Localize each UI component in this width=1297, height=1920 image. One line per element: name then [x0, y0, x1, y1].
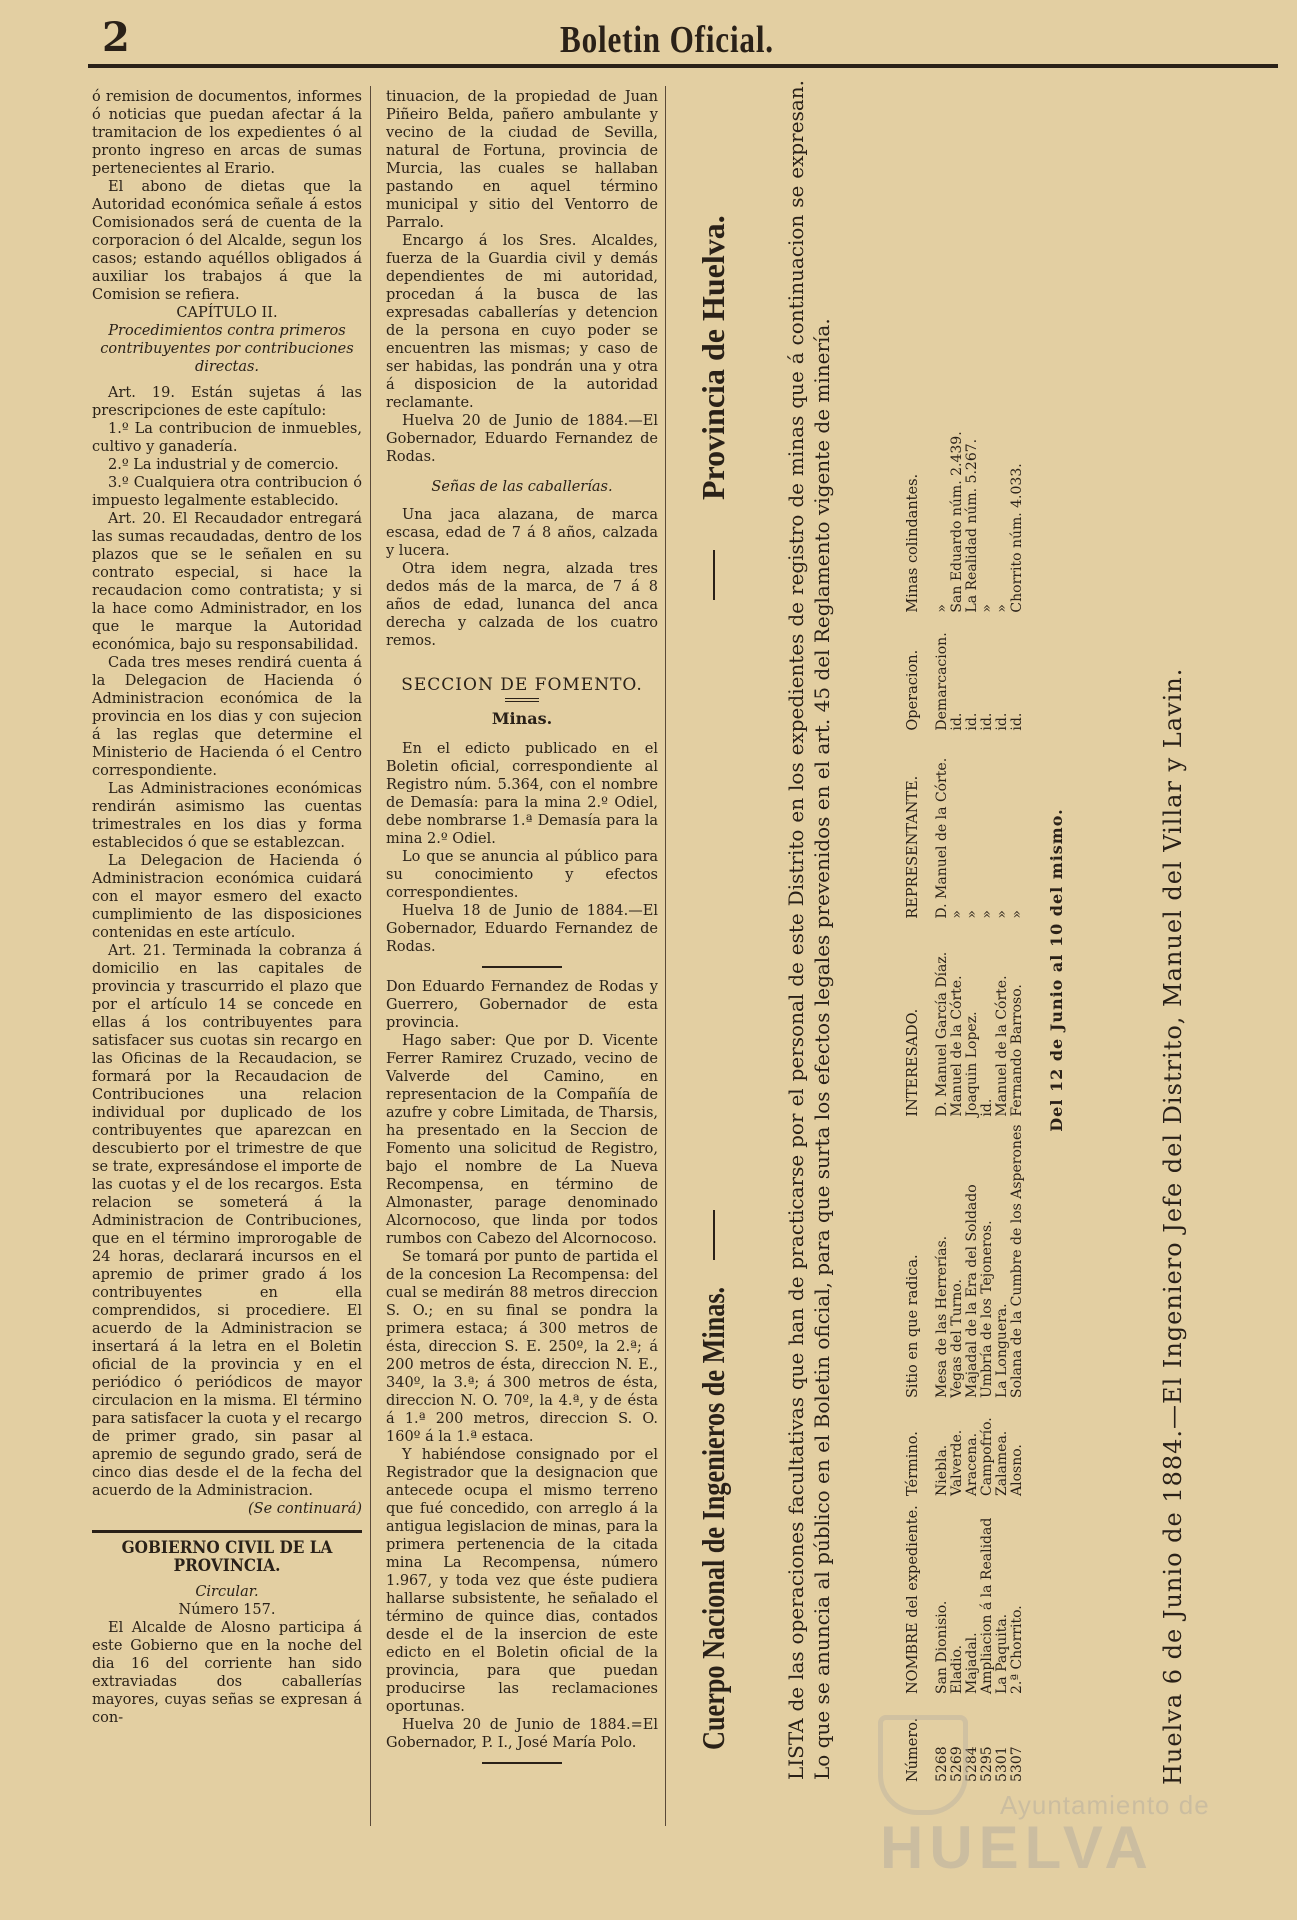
- signature: Huelva 20 de Junio de 1884.—El Gobernador, Eduardo Fernandez de Rodas.: [386, 413, 658, 465]
- col-header: Operacion.: [905, 649, 921, 731]
- table-cell: Solana de la Cumbre de los Asperones: [1009, 1124, 1025, 1398]
- table-cell: Manuel de la Córte.: [949, 975, 965, 1117]
- column-divider: [370, 86, 371, 1826]
- chapter-subtitle: Procedimientos contra primeros contribuyentes por contribuciones directas.: [100, 323, 354, 375]
- table-cell: »: [979, 910, 995, 919]
- table-cell: Alosno.: [1009, 1444, 1025, 1496]
- paragraph: Y habiéndose consignado por el Registrador que la designacion que antecede ocupa el mismo terreno que fué concedido, con arreglo á la antigua legislacion de minas, para la primera pertenencia de la citada mina La Recompensa, número 1.967, y toda vez que éste pudiera hallarse subsistente, he señalado el término de quince dias, contados desde el de la insercion de este edicto en el Boletin oficial de la provincia, para que puedan producirse las reclamaciones oportunas.: [386, 1447, 658, 1715]
- rule: [482, 1762, 562, 1764]
- col-header: INTERESADO.: [905, 1008, 921, 1117]
- signature: Huelva 18 de Junio de 1884.—El Gobernador, Eduardo Fernandez de Rodas.: [386, 903, 658, 955]
- table-cell: Niebla.: [934, 1444, 950, 1496]
- watermark-bottom: HUELVA: [880, 1814, 1154, 1881]
- table-cell: »: [1009, 910, 1025, 919]
- table-cell: 5269: [949, 1746, 965, 1782]
- list-intro: LISTA de las operaciones facultativas que han de practicarse por el personal de este Distrito en los expedientes de registro de minas que á continuacion se expresan. Lo que se anuncia al público en el Boletin oficial, para que surta los efectos legales prevenidos en el art. 45 del Reglamento vigente de minería.: [784, 80, 834, 1780]
- page-number: 2: [102, 14, 130, 61]
- table-cell: Ampliacion á la Realidad: [979, 1517, 995, 1694]
- mining-table: [905, 409, 1025, 1786]
- paragraph: La Delegacion de Hacienda ó Administracion económica cuidará con el mayor esmero del exacto cumplimiento de las disposiciones contenidas en este artículo.: [92, 853, 362, 941]
- subheading: Señas de las caballerías.: [431, 479, 613, 495]
- table-cell: D. Manuel de la Córte.: [934, 757, 950, 919]
- table-cell: Valverde.: [949, 1429, 965, 1496]
- paragraph: Art. 21. Terminada la cobranza á domicilio en las capitales de provincia y trascurrido el plazo que por el artículo 14 se concede en ellas á los contribuyentes para satisfacer sus cuotas sin recargo en las Oficinas de la Recaudacion, se formará por la Recaudacion de Contribuciones una relacion individual por duplicado de los contribuyentes que aparezcan en descubierto por el trimestre de que se trate, expresándose el importe de las cuotas y el de los recargos. Esta relacion se someterá á la Administracion de Contribuciones, que en el término improrogable de 24 horas, declarará incursos en el apremio de primer grado á los contribuyentes en ella comprendidos, si procediere. El acuerdo de la Administracion se insertará á la letra en el Boletin oficial de la provincia y en el periódico ó periódicos de mayor circulacion en la misma. El término para satisfacer la cuota y el recargo de primer grado, sin pasar al apremio de segundo grado, será de cinco dias desde el de la fecha del acuerdo de la Administracion.: [92, 943, 362, 1499]
- table-cell: Majadal de la Era del Soldado: [964, 1184, 980, 1398]
- table-cell: id.: [994, 712, 1010, 731]
- signature: Huelva 20 de Junio de 1884.=El Gobernador, P. I., José María Polo.: [386, 1717, 658, 1751]
- paragraph: Art. 19. Están sujetas á las prescripciones de este capítulo:: [92, 385, 362, 419]
- col-header: REPRESENTANTE.: [905, 775, 921, 919]
- paragraph: ó remision de documentos, informes ó noticias que puedan afectar á la tramitacion de los expedientes ó al pronto ingreso en arcas de sumas pertenecientes al Erario.: [92, 89, 362, 177]
- table-cell: Zalamea.: [994, 1430, 1010, 1496]
- table-cell: 5307: [1009, 1746, 1025, 1782]
- paragraph: Cada tres meses rendirá cuenta á la Delegacion de Hacienda ó Administracion económica de la provincia en los dias y con sujecion á las reglas que determine el Ministerio de Hacienda ó el Centro correspondiente.: [92, 655, 362, 779]
- paragraph: 3.º Cualquiera otra contribucion ó impuesto legalmente establecido.: [92, 475, 362, 509]
- table-cell: Aracena.: [964, 1432, 980, 1496]
- table-row: [980, 409, 995, 1786]
- table-cell: id.: [1009, 712, 1025, 731]
- paragraph: Encargo á los Sres. Alcaldes, fuerza de la Guardia civil y demás dependientes de mi autoridad, procedan á la busca de las expresadas caballerías y detencion de la persona en cuyo poder se encuentren las mismas; y caso de ser habidas, las pondrán una y otra á disposicion de la autoridad reclamante.: [386, 233, 658, 411]
- ornament: [713, 1210, 715, 1260]
- table-cell: 5284: [964, 1746, 980, 1782]
- continued-note: (Se continuará): [248, 1501, 362, 1517]
- col-header: Número.: [905, 1717, 921, 1782]
- rule: [482, 966, 562, 968]
- ornament: [713, 550, 715, 600]
- paragraph: Don Eduardo Fernandez de Rodas y Guerrero, Gobernador de esta provincia.: [386, 979, 658, 1031]
- table-cell: Demarcacion.: [934, 632, 950, 731]
- column-1: [92, 88, 362, 1727]
- table-cell: La Realidad núm. 5.267.: [964, 438, 980, 613]
- table-cell: »: [949, 910, 965, 919]
- circular-label: Circular.: [195, 1584, 259, 1600]
- table-cell: Joaquin Lopez.: [964, 1011, 980, 1117]
- table-cell: »: [994, 604, 1010, 613]
- section-rule: [92, 1530, 362, 1533]
- col-header: Término.: [905, 1431, 921, 1496]
- table-cell: Fernando Barroso.: [1009, 984, 1025, 1117]
- table-cell: 5295: [979, 1746, 995, 1782]
- table-row: [995, 409, 1010, 1786]
- table-cell: »: [994, 910, 1010, 919]
- table-cell: San Eduardo núm. 2.439.: [949, 431, 965, 613]
- header-rule: [88, 64, 1278, 68]
- table-cell: »: [934, 604, 950, 613]
- table-cell: D. Manuel García Díaz.: [934, 951, 950, 1117]
- table-cell: »: [964, 910, 980, 919]
- ornament: [505, 698, 539, 702]
- column-2: [386, 88, 658, 1774]
- paragraph: 2.º La industrial y de comercio.: [108, 457, 339, 473]
- table-row: [950, 409, 965, 1786]
- table-cell: id.: [979, 712, 995, 731]
- paragraph: En el edicto publicado en el Boletin oficial, correspondiente al Registro núm. 5.364, con el nombre de Demasía: para la mina 2.º Odiel, debe nombrarse 1.ª Demasía para la mina 2.º Odiel.: [386, 741, 658, 847]
- subheading-minas: Minas.: [491, 709, 553, 728]
- table-cell: id.: [964, 712, 980, 731]
- paragraph: Se tomará por punto de partida el de la concesion La Recompensa: del cual se medirán 88 metros direccion S. O.; en su final se pondra la primera estaca; á 300 metros de ésta, direccion S. E. 250º, la 2.ª; á 200 metros de ésta, direccion N. E., 340º, la 3.ª; á 300 metros de ésta, direccion N. O. 70º, la 4.ª, y de ésta á 1.ª 200 metros, direccion S. O. 160º á la 1.ª estaca.: [386, 1249, 658, 1445]
- table-row: [935, 409, 950, 1786]
- paragraph: Una jaca alazana, de marca escasa, edad de 7 á 8 años, calzada y lucera.: [386, 507, 658, 559]
- mining-list-rotated: [665, 80, 1265, 1820]
- paragraph: El Alcalde de Alosno participa á este Gobierno que en la noche del dia 16 del corriente han sido extraviadas dos caballerías mayores, cuyas señas se expresan á con-: [92, 1620, 362, 1726]
- table-header-row: [905, 409, 935, 1786]
- watermark-top: Ayuntamiento de: [1000, 1790, 1210, 1820]
- signature: Huelva 6 de Junio de 1884.—El Ingeniero Jefe del Distrito, Manuel del Villar y Lavin.: [1159, 667, 1187, 1785]
- table-cell: »: [979, 604, 995, 613]
- table-cell: id.: [979, 1098, 995, 1117]
- table-cell: La Paquita.: [994, 1613, 1010, 1694]
- table-cell: id.: [949, 712, 965, 731]
- paragraph: Otra idem negra, alzada tres dedos más de la marca, de 7 á 8 años de edad, lunanca del anca derecha y calzada de los cuatro remos.: [386, 561, 658, 649]
- section-heading-fomento: SECCION DE FOMENTO.: [401, 675, 643, 695]
- table-row: [965, 409, 980, 1786]
- table-cell: Vegas del Turno.: [949, 1279, 965, 1398]
- col-header: NOMBRE del expediente.: [905, 1505, 921, 1694]
- provincia-heading: Provincia de Huelva.: [695, 215, 731, 500]
- paragraph: Art. 20. El Recaudador entregará las sumas recaudadas, dentro de los plazos que se le señalen en su contrato especial, si hace la recaudacion como contratista; y si la hace como Administrador, en los que le marque la Autoridad económica, bajo su responsabilidad.: [92, 511, 362, 653]
- col-header: Minas colindantes.: [905, 473, 921, 613]
- table-cell: Chorrito núm. 4.033.: [1009, 463, 1025, 613]
- date-range: Del 12 de Junio al 10 del mismo.: [1047, 808, 1066, 1132]
- table-cell: Mesa de las Herrerías.: [934, 1235, 950, 1398]
- table-cell: Umbría de los Tejoneros.: [979, 1220, 995, 1398]
- table-cell: Campofrío.: [979, 1417, 995, 1496]
- table-cell: 5268: [934, 1746, 950, 1782]
- paragraph: El abono de dietas que la Autoridad económica señale á estos Comisionados será de cuenta de la corporacion ó del Alcalde, segun los casos; estando aquéllos obligados á auxiliar los trabajos á que la Comision se refiera.: [92, 179, 362, 303]
- paragraph: Las Administraciones económicas rendirán asimismo las cuentas trimestrales en los dias y forma establecidos ó que se establezcan.: [92, 781, 362, 851]
- chapter-heading: CAPÍTULO II.: [176, 305, 278, 321]
- table-cell: Eladio.: [949, 1644, 965, 1694]
- table-cell: Manuel de la Córte.: [994, 975, 1010, 1117]
- table-cell: San Dionisio.: [934, 1600, 950, 1694]
- paragraph: 1.º La contribucion de inmuebles, cultivo y ganadería.: [92, 421, 362, 455]
- watermark: [880, 1790, 1210, 1882]
- section-heading-gobierno: GOBIERNO CIVIL DE LA PROVINCIA.: [121, 1538, 333, 1576]
- table-cell: La Longuera.: [994, 1303, 1010, 1398]
- table-row: [1010, 409, 1025, 1786]
- publication-title: Boletin Oficial.: [560, 19, 774, 61]
- cuerpo-heading: Cuerpo Nacional de Ingenieros de Minas.: [695, 1286, 731, 1750]
- circular-number: Número 157.: [178, 1602, 276, 1618]
- paragraph: tinuacion, de la propiedad de Juan Piñeiro Belda, pañero ambulante y vecino de la ciudad de Sevilla, natural de Fortuna, provincia de Murcia, las cuales se hallaban pastando en aquel término municipal y sitio del Ventorro de Parralo.: [386, 89, 658, 231]
- paragraph: Hago saber: Que por D. Vicente Ferrer Ramirez Cruzado, vecino de Valverde del Camino, en representacion de la Compañía de azufre y cobre Limitada, de Tharsis, ha presentado en la Seccion de Fomento una solicitud de Registro, bajo el nombre de La Nueva Recompensa, en término de Almonaster, parage denominado Alcornocoso, que linda por todos rumbos con Cabezo del Alcornocoso.: [386, 1033, 658, 1247]
- col-header: Sitio en que radica.: [905, 1254, 921, 1398]
- table-cell: Majadal.: [964, 1632, 980, 1694]
- table-cell: 5301: [994, 1746, 1010, 1782]
- paragraph: Lo que se anuncia al público para su conocimiento y efectos correspondientes.: [386, 849, 658, 901]
- table-cell: 2.ª Chorrito.: [1009, 1605, 1025, 1694]
